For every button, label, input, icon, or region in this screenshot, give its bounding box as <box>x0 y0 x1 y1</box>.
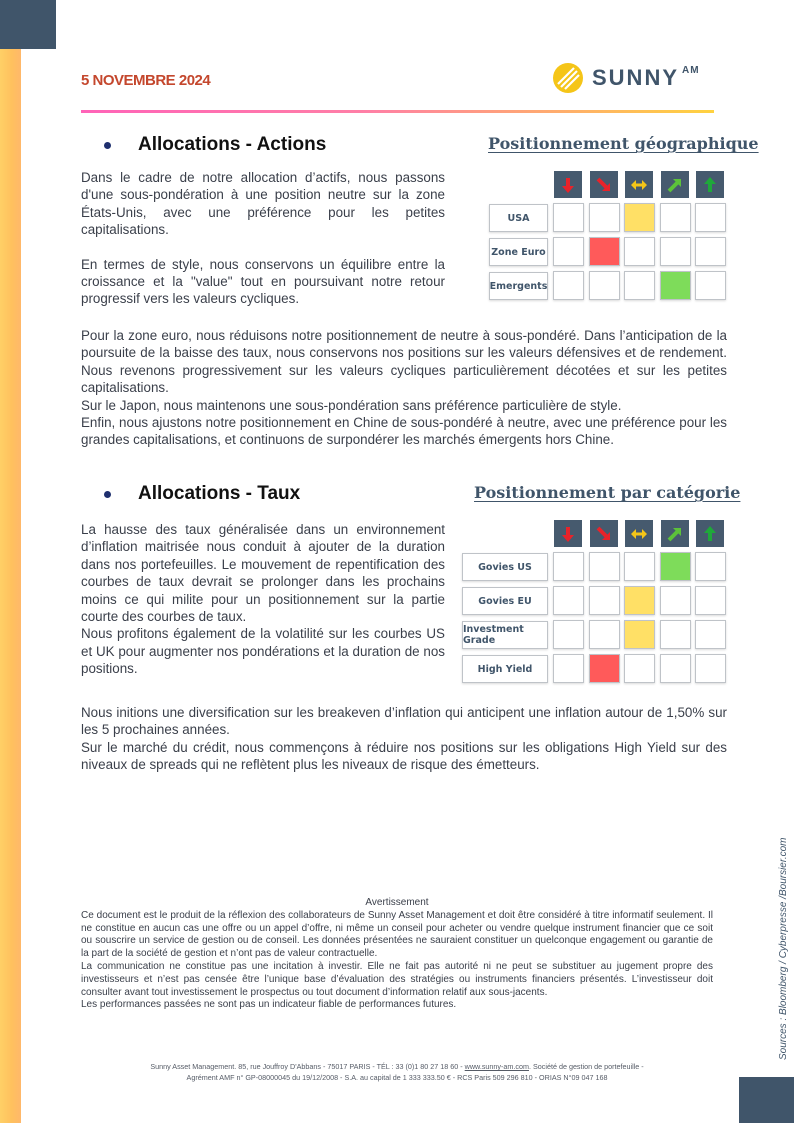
bullet-icon <box>104 142 111 149</box>
disclaimer-paragraph-3: Les performances passées ne sont pas un indicateur fiable de performances futures. <box>81 999 457 1011</box>
arrow-left-right-icon <box>625 520 653 547</box>
grid-row-label: Investment Grade <box>462 621 548 649</box>
grid-cell <box>553 271 584 300</box>
sun-logo-icon <box>552 62 584 94</box>
logo-superscript: AM <box>682 64 700 76</box>
grid-cell <box>695 586 726 615</box>
section-title-taux: Allocations - Taux <box>104 483 300 505</box>
grid-cell-marked <box>660 552 691 581</box>
arrow-down-icon <box>554 171 582 198</box>
bullet-icon <box>104 491 111 498</box>
grid-cell <box>695 552 726 581</box>
grid-cell <box>624 552 655 581</box>
logo-wordmark: SUNNY <box>592 65 680 90</box>
corner-block-top-left <box>0 0 56 49</box>
actions-intro <box>81 169 445 308</box>
grid-cell <box>624 237 655 266</box>
grid-cell <box>553 552 584 581</box>
arrow-down-right-icon <box>590 171 618 198</box>
grid-cell <box>589 271 620 300</box>
grid-cell <box>660 620 691 649</box>
grid-cell <box>553 586 584 615</box>
grid-cell <box>660 586 691 615</box>
grid-cell <box>660 237 691 266</box>
grid-row-label: USA <box>489 204 548 232</box>
actions-intro-paragraph-2: En termes de style, nous conservons un équilibre entre la croissance et la "value" tout en poursuivant notre retour progressif vers les valeurs cycliques. <box>81 256 445 307</box>
grid-row-label: Emergents <box>489 272 548 300</box>
taux-body-paragraph-1: Nous initions une diversification sur les breakeven d’inflation qui anticipent une inflation autour de 1,50% sur les 5 prochaines années. <box>81 705 727 738</box>
actions-body-paragraph-1: Pour la zone euro, nous réduisons notre positionnement de neutre à sous-pondéré. Dans l’anticipation de la poursuite de la baisse des taux, nous conservons nos positions sur les valeurs défensives et de rendement. Nous revenons progressivement sur les valeurs cycliques particulièrement décotées et sur les petites capitalisations. <box>81 328 727 396</box>
category-grid-title: Positionnement par catégorie <box>474 483 741 502</box>
grid-cell <box>695 654 726 683</box>
grid-cell <box>589 586 620 615</box>
company-footer <box>81 1061 713 1083</box>
grid-row-label: High Yield <box>462 655 548 683</box>
grid-cell-marked <box>624 203 655 232</box>
grid-cell-marked <box>624 586 655 615</box>
grid-cell <box>589 203 620 232</box>
grid-cell-marked <box>589 237 620 266</box>
arrow-up-right-icon <box>661 520 689 547</box>
actions-intro-paragraph-1: Dans le cadre de notre allocation d’actifs, nous passons d'une sous-pondération à une position neutre sur la zone États-Unis, avec une préférence pour les petites capitalisations. <box>81 170 445 238</box>
section-title-actions: Allocations - Actions <box>104 134 326 156</box>
report-date: 5 NOVEMBRE 2024 <box>81 72 211 89</box>
arrow-left-right-icon <box>625 171 653 198</box>
side-stripe <box>0 49 21 1123</box>
geo-grid-title: Positionnement géographique <box>488 134 759 153</box>
arrow-up-icon <box>696 171 724 198</box>
arrow-up-right-icon <box>661 171 689 198</box>
taux-intro <box>81 521 445 678</box>
disclaimer <box>81 897 713 1012</box>
actions-body-paragraph-2: Sur le Japon, nous maintenons une sous-pondération sans préférence particulière de style. <box>81 397 622 413</box>
grid-cell <box>553 654 584 683</box>
disclaimer-paragraph-1: Ce document est le produit de la réflexion des collaborateurs de Sunny Asset Management et doit être considéré à titre informatif seulement. Il ne constitue en aucun cas une offre ou un appel d’offre, ni même un conseil pour acheter ou vendre quelque instrument financier que ce soit ou souscrire un service de gestion ou de conseil. Les données présentées ne sauraient constituer un quelconque engagement ou garantie de la part de la société de gestion et n’ont pas de valeur contractuelle. <box>81 909 713 960</box>
actions-body <box>81 327 727 449</box>
grid-cell <box>589 552 620 581</box>
taux-body <box>81 704 727 774</box>
grid-row-label: Govies US <box>462 553 548 581</box>
grid-cell <box>695 271 726 300</box>
grid-cell <box>624 654 655 683</box>
grid-row-label: Govies EU <box>462 587 548 615</box>
taux-intro-paragraph-1: La hausse des taux généralisée dans un environnement d’inflation maitrisée nous conduit à ajouter de la duration dans nos portefeuilles. Le mouvement de repentification des courbes de taux devrait se prolonger dans les prochains moins ce qui milite pour un positionnement sur la partie courte des courbes de taux. <box>81 522 445 625</box>
grid-cell-marked <box>589 654 620 683</box>
taux-body-paragraph-2: Sur le marché du crédit, nous commençons à réduire nos positions sur les obligations High Yield sur des niveaux de spreads qui ne reflètent plus les niveaux de risque des émetteurs. <box>81 739 727 773</box>
footer-registration: Agrément AMF n° GP-08000045 du 19/12/2008 - S.A. au capital de 1 333 333.50 € - RCS Paris 509 296 810 - ORIAS N°09 047 168 <box>186 1073 608 1082</box>
grid-cell-marked <box>660 271 691 300</box>
grid-cell-marked <box>624 620 655 649</box>
grid-cell <box>660 654 691 683</box>
sources-note: Sources : Bloomberg / Cyberpresse /Boursier.com <box>778 837 789 1060</box>
header-gradient-rule <box>81 110 714 113</box>
disclaimer-paragraph-2: La communication ne constitue pas une incitation à investir. Elle ne fait pas autorité ni ne peut se substituer au jugement propre des investisseurs et n’est pas censée être l’unique base d’évaluation des stratégies ou instruments financiers présentés. L’investisseur doit consulter avant tout investissement le prospectus ou tout document d’information relatif aux sous-jacents. <box>81 960 713 998</box>
grid-cell <box>695 203 726 232</box>
corner-block-bottom-right <box>739 1077 794 1123</box>
grid-cell <box>695 620 726 649</box>
footer-address: Sunny Asset Management. 85, rue Jouffroy D'Abbans - 75017 PARIS - TÉL : 33 (0)1 80 27 18 60 - <box>150 1062 463 1071</box>
grid-cell <box>553 620 584 649</box>
grid-row-label: Zone Euro <box>489 238 548 266</box>
grid-cell <box>553 203 584 232</box>
arrow-down-right-icon <box>590 520 618 547</box>
grid-cell <box>695 237 726 266</box>
grid-cell <box>624 271 655 300</box>
grid-cell <box>660 203 691 232</box>
taux-intro-paragraph-2: Nous profitons également de la volatilité sur les courbes US et UK pour augmenter nos pondérations et la duration de nos positions. <box>81 626 445 677</box>
grid-cell <box>589 620 620 649</box>
sunny-logo <box>552 62 700 94</box>
footer-company-type: . Société de gestion de portefeuille - <box>528 1062 644 1071</box>
arrow-down-icon <box>554 520 582 547</box>
grid-cell <box>553 237 584 266</box>
actions-body-paragraph-3: Enfin, nous ajustons notre positionnement en Chine de sous-pondéré à neutre, avec une préférence pour les grandes capitalisations, et continuons de surpondérer les marchés émergents hors Chine. <box>81 415 727 448</box>
disclaimer-heading: Avertissement <box>365 897 429 908</box>
arrow-up-icon <box>696 520 724 547</box>
footer-website-link[interactable]: www.sunny-am.com <box>464 1062 529 1071</box>
